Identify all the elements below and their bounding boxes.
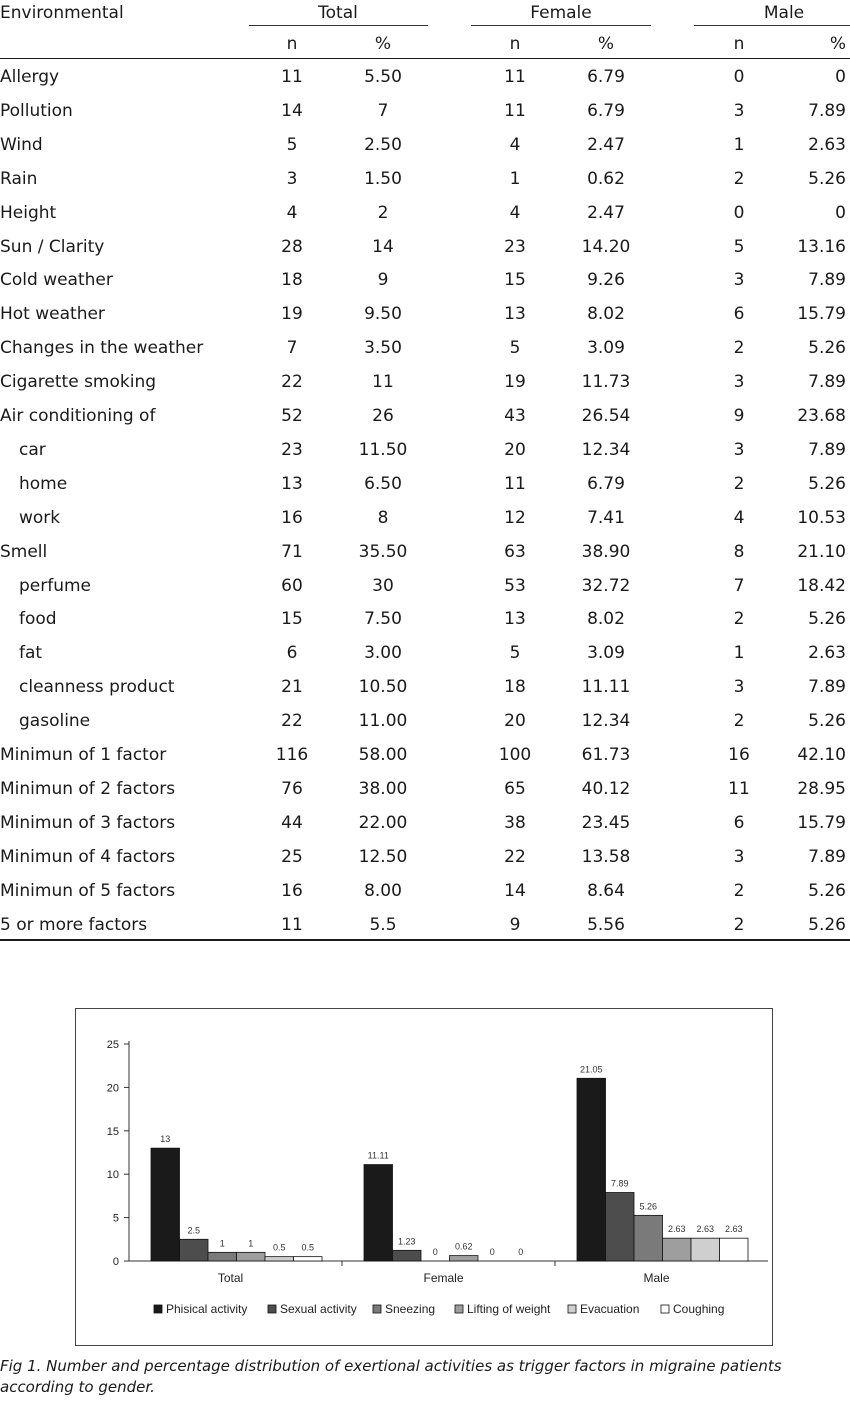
cell-female-percent: 5.56 bbox=[587, 914, 625, 935]
cell-male-n: 2 bbox=[733, 473, 745, 494]
data-label: 0 bbox=[489, 1247, 495, 1257]
cell-total-percent: 12.50 bbox=[358, 846, 408, 867]
header-group-male: Male bbox=[763, 3, 805, 23]
cell-female-percent: 14.20 bbox=[581, 236, 631, 257]
legend-swatch bbox=[568, 1305, 576, 1313]
cell-female-percent: 2.47 bbox=[587, 202, 625, 223]
cell-male-percent: 7.89 bbox=[808, 100, 846, 121]
cell-total-percent: 35.50 bbox=[358, 541, 408, 562]
subheader-n: n bbox=[509, 34, 521, 54]
cell-male-n: 5 bbox=[733, 236, 745, 257]
header-group-female: Female bbox=[530, 3, 592, 23]
cell-total-n: 3 bbox=[286, 168, 298, 189]
row-label: Hot weather bbox=[0, 304, 105, 325]
cell-female-percent: 3.09 bbox=[587, 338, 625, 359]
header-rule bbox=[0, 58, 850, 59]
legend-label: Coughing bbox=[673, 1302, 725, 1316]
row-label: Minimun of 3 factors bbox=[0, 812, 176, 833]
cell-male-n: 0 bbox=[733, 67, 745, 87]
cell-total-n: 22 bbox=[281, 711, 303, 732]
row-label: Rain bbox=[0, 168, 38, 189]
cell-total-n: 11 bbox=[281, 914, 303, 935]
cell-female-percent: 8.02 bbox=[587, 609, 625, 630]
data-label: 2.63 bbox=[667, 1224, 686, 1235]
cell-male-n: 4 bbox=[733, 507, 745, 528]
cell-female-n: 23 bbox=[504, 236, 526, 257]
cell-total-percent: 3.00 bbox=[364, 643, 402, 664]
legend-swatch bbox=[373, 1305, 381, 1313]
cell-total-percent: 11.00 bbox=[358, 711, 408, 732]
cell-total-percent: 3.50 bbox=[364, 338, 402, 359]
cell-total-n: 18 bbox=[281, 270, 303, 291]
cell-male-n: 16 bbox=[728, 745, 750, 765]
cell-female-percent: 32.72 bbox=[581, 575, 631, 596]
cell-female-n: 22 bbox=[504, 846, 526, 867]
bar-sneezing bbox=[634, 1215, 663, 1261]
data-label: 0.5 bbox=[301, 1242, 315, 1253]
row-label: Sun / Clarity bbox=[0, 236, 105, 257]
cell-total-n: 4 bbox=[286, 202, 298, 223]
cell-female-percent: 6.79 bbox=[587, 67, 625, 87]
cell-male-percent: 7.89 bbox=[808, 270, 846, 291]
data-label: 11.11 bbox=[367, 1150, 389, 1161]
header-group-total: Total bbox=[318, 3, 358, 23]
row-label: Minimun of 2 factors bbox=[0, 778, 176, 799]
subheader-n: n bbox=[286, 34, 298, 54]
legend-swatch bbox=[661, 1305, 669, 1313]
cell-total-percent: 22.00 bbox=[358, 812, 408, 833]
cell-male-n: 0 bbox=[733, 202, 745, 223]
cell-female-percent: 8.02 bbox=[587, 304, 625, 325]
cell-female-n: 63 bbox=[504, 541, 526, 562]
cell-female-percent: 38.90 bbox=[581, 541, 631, 562]
cell-female-percent: 61.73 bbox=[581, 745, 631, 765]
bar-chart bbox=[76, 1009, 774, 1347]
cell-male-n: 9 bbox=[733, 406, 745, 426]
bar-coughing bbox=[294, 1257, 323, 1261]
header-group-rule bbox=[694, 25, 850, 26]
cell-total-n: 16 bbox=[281, 880, 303, 901]
row-label: Minimun of 1 factor bbox=[0, 745, 167, 765]
cell-female-percent: 8.64 bbox=[587, 880, 625, 901]
legend-swatch bbox=[268, 1305, 276, 1313]
cell-total-percent: 9 bbox=[377, 270, 389, 291]
cell-female-percent: 11.73 bbox=[581, 372, 631, 393]
cell-female-percent: 23.45 bbox=[581, 812, 631, 833]
row-label: Minimun of 4 factors bbox=[0, 846, 176, 867]
subheader-n: n bbox=[733, 34, 745, 54]
cell-total-percent: 8 bbox=[377, 507, 389, 528]
data-label: 2.5 bbox=[187, 1225, 201, 1236]
data-label: 5.26 bbox=[639, 1201, 658, 1212]
cell-male-n: 2 bbox=[733, 338, 745, 359]
bar-sexual-activity bbox=[606, 1193, 635, 1261]
cell-male-n: 3 bbox=[733, 677, 745, 698]
cell-male-n: 1 bbox=[733, 643, 745, 664]
cell-male-percent: 42.10 bbox=[797, 745, 846, 765]
row-label: Minimun of 5 factors bbox=[0, 880, 176, 901]
cell-female-n: 11 bbox=[504, 67, 526, 87]
data-label: 7.89 bbox=[610, 1178, 629, 1189]
legend-label: Evacuation bbox=[580, 1302, 640, 1316]
cell-female-n: 100 bbox=[498, 745, 532, 765]
legend-label: Sneezing bbox=[385, 1302, 436, 1316]
cell-male-n: 2 bbox=[733, 711, 745, 732]
cell-total-n: 28 bbox=[281, 236, 303, 257]
cell-female-n: 20 bbox=[504, 439, 526, 460]
cell-total-n: 60 bbox=[281, 575, 303, 596]
cell-female-percent: 0.62 bbox=[587, 168, 625, 189]
cell-female-n: 5 bbox=[509, 338, 521, 359]
cell-total-percent: 2 bbox=[377, 202, 389, 223]
cell-total-n: 11 bbox=[281, 67, 303, 87]
cell-female-percent: 6.79 bbox=[587, 100, 625, 121]
y-tick-label: 10 bbox=[106, 1169, 119, 1182]
cell-female-percent: 13.58 bbox=[581, 846, 631, 867]
cell-male-n: 3 bbox=[733, 846, 745, 867]
cell-female-n: 9 bbox=[509, 914, 521, 935]
cell-male-percent: 5.26 bbox=[808, 473, 846, 494]
legend-label: Phisical activity bbox=[166, 1302, 248, 1316]
cell-total-percent: 58.00 bbox=[358, 745, 408, 765]
cell-total-percent: 11 bbox=[372, 372, 394, 393]
row-label: 5 or more factors bbox=[0, 914, 148, 935]
cell-total-percent: 26 bbox=[372, 406, 394, 426]
cell-total-n: 19 bbox=[281, 304, 303, 325]
cell-total-n: 25 bbox=[281, 846, 303, 867]
cell-male-percent: 15.79 bbox=[797, 304, 846, 325]
cell-male-n: 2 bbox=[733, 168, 745, 189]
cell-male-n: 2 bbox=[733, 609, 745, 630]
legend-label: Sexual activity bbox=[280, 1302, 357, 1316]
cell-total-percent: 11.50 bbox=[358, 439, 408, 460]
cell-total-percent: 2.50 bbox=[364, 134, 402, 155]
cell-total-n: 7 bbox=[286, 338, 298, 359]
bar-sneezing bbox=[208, 1252, 237, 1261]
cell-female-percent: 7.41 bbox=[587, 507, 625, 528]
cell-male-n: 7 bbox=[733, 575, 745, 596]
cell-female-percent: 40.12 bbox=[581, 778, 631, 799]
cell-total-n: 21 bbox=[281, 677, 303, 698]
cell-total-n: 22 bbox=[281, 372, 303, 393]
cell-male-n: 6 bbox=[733, 304, 745, 325]
cell-male-percent: 23.68 bbox=[797, 406, 846, 426]
figure-frame bbox=[75, 1008, 773, 1346]
row-label: home bbox=[19, 473, 68, 494]
y-tick-label: 0 bbox=[112, 1256, 119, 1268]
subheader-percent: % bbox=[829, 34, 846, 54]
cell-female-n: 4 bbox=[509, 202, 521, 223]
bar-lifting-of-weight bbox=[450, 1256, 479, 1261]
bar-phisical-activity bbox=[364, 1165, 393, 1261]
cell-male-percent: 5.26 bbox=[808, 914, 846, 935]
cell-male-n: 11 bbox=[728, 778, 750, 799]
cell-total-percent: 8.00 bbox=[364, 880, 402, 901]
row-label: perfume bbox=[19, 575, 92, 596]
header-group-rule bbox=[249, 25, 428, 26]
cell-female-n: 13 bbox=[504, 304, 526, 325]
cell-total-percent: 7 bbox=[377, 100, 389, 121]
cell-female-n: 14 bbox=[504, 880, 526, 901]
legend-swatch bbox=[455, 1305, 463, 1313]
cell-female-percent: 12.34 bbox=[581, 439, 631, 460]
bar-coughing bbox=[720, 1238, 749, 1261]
y-tick-label: 15 bbox=[106, 1125, 119, 1138]
row-label: Cold weather bbox=[0, 270, 113, 291]
bar-sexual-activity bbox=[393, 1250, 422, 1261]
subheader-percent: % bbox=[597, 34, 615, 54]
row-label: Smell bbox=[0, 541, 48, 562]
x-category-label: Total bbox=[217, 1271, 244, 1285]
row-label: work bbox=[19, 507, 61, 528]
cell-female-percent: 11.11 bbox=[581, 677, 631, 698]
cell-male-n: 1 bbox=[733, 134, 745, 155]
data-label: 1 bbox=[219, 1238, 225, 1249]
cell-total-n: 23 bbox=[281, 439, 303, 460]
cell-total-n: 76 bbox=[281, 778, 303, 799]
cell-female-percent: 9.26 bbox=[587, 270, 625, 291]
cell-male-n: 3 bbox=[733, 439, 745, 460]
cell-female-n: 11 bbox=[504, 473, 526, 494]
cell-female-n: 38 bbox=[504, 812, 526, 833]
cell-male-percent: 2.63 bbox=[808, 643, 846, 664]
y-tick-label: 5 bbox=[112, 1212, 119, 1225]
cell-female-percent: 6.79 bbox=[587, 473, 625, 494]
cell-total-n: 16 bbox=[281, 507, 303, 528]
cell-total-percent: 14 bbox=[372, 236, 394, 257]
subheader-percent: % bbox=[374, 34, 392, 54]
header-group-rule bbox=[471, 25, 651, 26]
cell-male-percent: 28.95 bbox=[797, 778, 846, 799]
bar-evacuation bbox=[265, 1257, 294, 1261]
cell-total-percent: 30 bbox=[372, 575, 394, 596]
cell-male-n: 2 bbox=[733, 880, 745, 901]
cell-male-n: 3 bbox=[733, 372, 745, 393]
y-tick-label: 20 bbox=[106, 1082, 119, 1095]
cell-male-percent: 7.89 bbox=[808, 372, 846, 393]
cell-total-n: 116 bbox=[275, 745, 309, 765]
bar-phisical-activity bbox=[151, 1148, 180, 1261]
cell-female-percent: 12.34 bbox=[581, 711, 631, 732]
data-label: 21.05 bbox=[579, 1064, 603, 1075]
cell-total-percent: 5.50 bbox=[364, 67, 402, 87]
cell-female-n: 20 bbox=[504, 711, 526, 732]
cell-male-n: 6 bbox=[733, 812, 745, 833]
row-label: Air conditioning of bbox=[0, 406, 156, 426]
cell-total-percent: 1.50 bbox=[364, 168, 402, 189]
row-label: car bbox=[19, 439, 46, 460]
x-category-label: Female bbox=[423, 1271, 464, 1285]
data-label: 2.63 bbox=[696, 1224, 715, 1235]
cell-female-percent: 3.09 bbox=[587, 643, 625, 664]
data-label: 13 bbox=[160, 1134, 171, 1145]
row-label: Wind bbox=[0, 134, 43, 155]
data-label: 1 bbox=[248, 1238, 254, 1249]
cell-male-percent: 5.26 bbox=[808, 168, 846, 189]
cell-total-n: 6 bbox=[286, 643, 298, 664]
cell-male-percent: 0 bbox=[835, 67, 846, 87]
cell-male-percent: 15.79 bbox=[797, 812, 846, 833]
cell-male-percent: 5.26 bbox=[808, 711, 846, 732]
data-label: 0.5 bbox=[272, 1242, 286, 1253]
cell-total-n: 13 bbox=[281, 473, 303, 494]
legend-label: Lifting of weight bbox=[467, 1302, 551, 1316]
cell-total-n: 5 bbox=[286, 134, 298, 155]
cell-male-percent: 7.89 bbox=[808, 439, 846, 460]
cell-male-percent: 7.89 bbox=[808, 677, 846, 698]
cell-female-n: 4 bbox=[509, 134, 521, 155]
cell-total-percent: 9.50 bbox=[364, 304, 402, 325]
row-label: fat bbox=[19, 643, 43, 664]
data-label: 1.23 bbox=[397, 1236, 416, 1247]
table-bottom-rule bbox=[0, 939, 850, 941]
cell-total-percent: 10.50 bbox=[358, 677, 408, 698]
cell-male-n: 3 bbox=[733, 270, 745, 291]
row-label: cleanness product bbox=[19, 677, 175, 698]
row-label: Cigarette smoking bbox=[0, 372, 157, 393]
cell-male-n: 3 bbox=[733, 100, 745, 121]
row-label: Allergy bbox=[0, 67, 60, 87]
cell-male-n: 2 bbox=[733, 914, 745, 935]
row-label: Height bbox=[0, 202, 57, 223]
legend-swatch bbox=[154, 1305, 162, 1313]
cell-male-percent: 7.89 bbox=[808, 846, 846, 867]
cell-male-percent: 5.26 bbox=[808, 609, 846, 630]
bar-phisical-activity bbox=[577, 1078, 606, 1261]
header-environmental: Environmental bbox=[0, 3, 124, 23]
row-label: food bbox=[19, 609, 57, 630]
cell-male-percent: 10.53 bbox=[797, 507, 846, 528]
cell-female-n: 19 bbox=[504, 372, 526, 393]
cell-male-percent: 5.26 bbox=[808, 880, 846, 901]
cell-female-percent: 2.47 bbox=[587, 134, 625, 155]
cell-female-n: 43 bbox=[504, 406, 526, 426]
y-tick-label: 25 bbox=[106, 1039, 119, 1051]
cell-female-n: 1 bbox=[509, 168, 521, 189]
cell-total-percent: 5.5 bbox=[369, 914, 397, 935]
cell-female-n: 13 bbox=[504, 609, 526, 630]
cell-total-percent: 6.50 bbox=[364, 473, 402, 494]
row-label: Pollution bbox=[0, 100, 73, 121]
bar-lifting-of-weight bbox=[663, 1238, 692, 1261]
cell-female-n: 65 bbox=[504, 778, 526, 799]
cell-female-n: 15 bbox=[504, 270, 526, 291]
cell-male-percent: 5.26 bbox=[808, 338, 846, 359]
cell-male-percent: 18.42 bbox=[797, 575, 846, 596]
data-label: 0 bbox=[432, 1247, 438, 1257]
cell-female-n: 53 bbox=[504, 575, 526, 596]
data-label: 2.63 bbox=[724, 1224, 743, 1235]
row-label: gasoline bbox=[19, 711, 91, 732]
cell-total-percent: 38.00 bbox=[358, 778, 408, 799]
cell-male-percent: 21.10 bbox=[797, 541, 846, 562]
cell-total-n: 71 bbox=[281, 541, 303, 562]
figure-caption: Fig 1. Number and percentage distribution of exertional activities as trigger factors in migraine patients according to gender. bbox=[0, 1357, 782, 1396]
cell-total-n: 52 bbox=[281, 406, 303, 426]
cell-total-n: 15 bbox=[281, 609, 303, 630]
cell-female-n: 5 bbox=[509, 643, 521, 664]
cell-male-percent: 0 bbox=[835, 202, 846, 223]
cell-male-percent: 13.16 bbox=[797, 236, 846, 257]
cell-male-percent: 2.63 bbox=[808, 134, 846, 155]
cell-female-n: 11 bbox=[504, 100, 526, 121]
cell-total-n: 14 bbox=[281, 100, 303, 121]
cell-female-n: 12 bbox=[504, 507, 526, 528]
data-label: 0 bbox=[518, 1247, 524, 1257]
data-label: 0.62 bbox=[454, 1241, 473, 1252]
cell-total-n: 44 bbox=[281, 812, 303, 833]
cell-female-n: 18 bbox=[504, 677, 526, 698]
bar-lifting-of-weight bbox=[237, 1252, 266, 1261]
bar-sexual-activity bbox=[180, 1239, 209, 1261]
bar-evacuation bbox=[691, 1238, 720, 1261]
x-category-label: Male bbox=[643, 1271, 670, 1285]
cell-total-percent: 7.50 bbox=[364, 609, 402, 630]
cell-female-percent: 26.54 bbox=[581, 406, 631, 426]
row-label: Changes in the weather bbox=[0, 338, 204, 359]
cell-male-n: 8 bbox=[733, 541, 745, 562]
